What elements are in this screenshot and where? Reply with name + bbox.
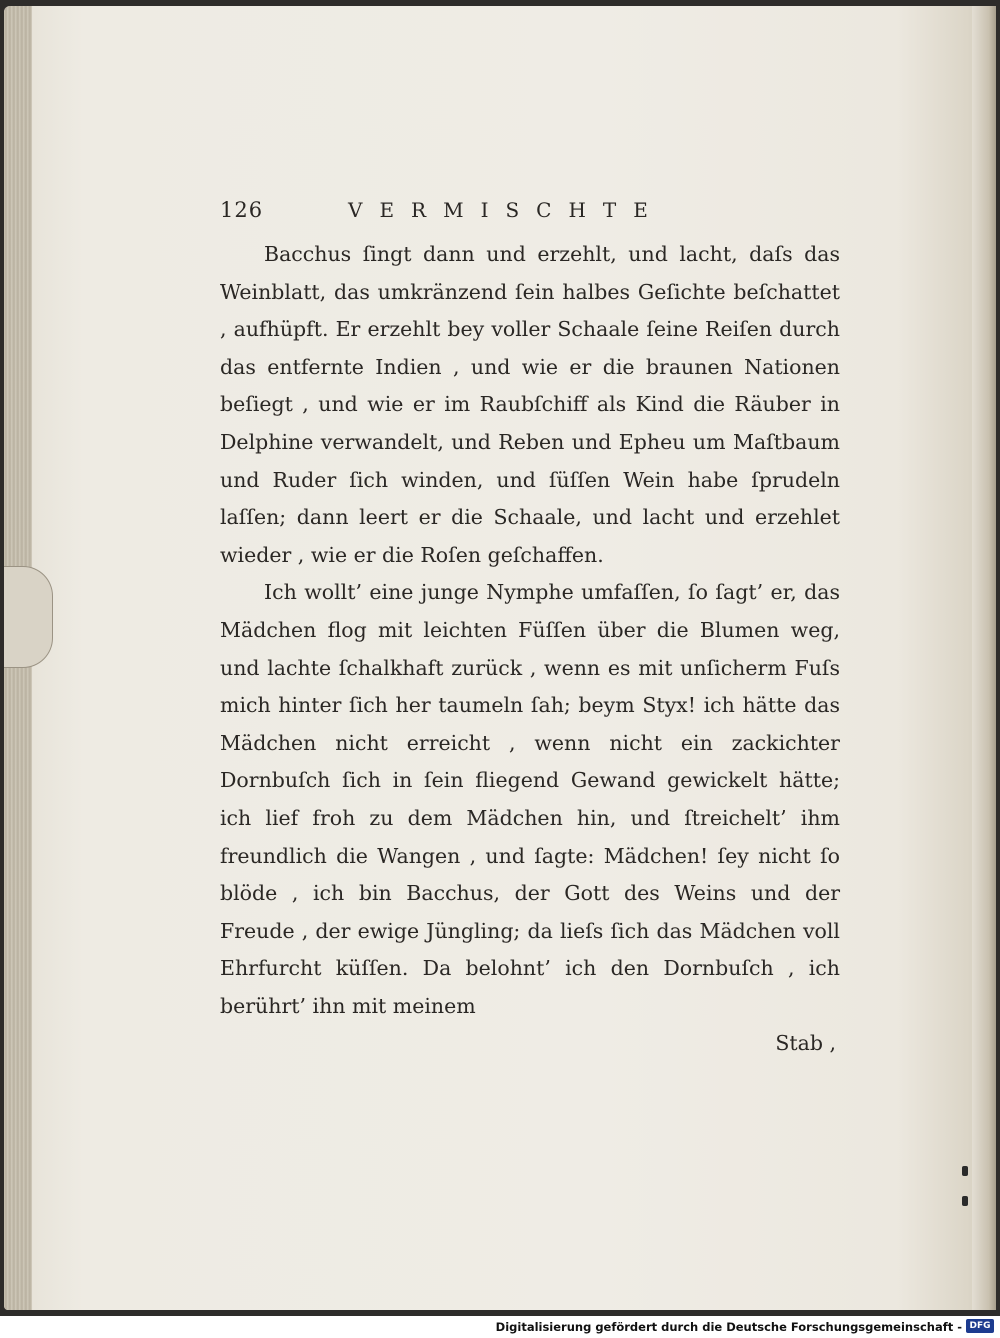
running-title: VERMISCHTE (348, 198, 665, 222)
binding-mark-icon (962, 1166, 968, 1176)
catchword: Stab , (775, 1031, 836, 1056)
dfg-logo: DFG (966, 1319, 994, 1333)
paper-sheet (4, 6, 996, 1310)
footer-bar (0, 1316, 1000, 1338)
paragraph: Ich wollt’ eine junge Nymphe umfaſſen, ſo ſagt’ er, das Mädchen flog mit leichten Füſſen über die Blumen weg, und lachte ſchalkhaft zurück , wenn es mit unſicherm Fuſs mich hinter ſich her taumeln ſah; beym Styx! ich hätte das Mädchen nicht erreicht , wenn nicht ein zackichter Dornbuſch ſich in ſein fliegend Gewand gewickelt hätte; ich lief froh zu dem Mädchen hin, und ſtreichelt’ ihm freundlich die Wangen , und ſagte: Mädchen! ſey nicht ſo blöde , ich bin Bacchus, der Gott des Weins und der Freude , der ewige Jüngling; da lieſs ſich das Mädchen voll Ehrfurcht küſſen. Da belohnt’ ich den Dornbuſch , ich berührt’ ihn mit meinem (220, 580, 840, 1018)
text-block (220, 198, 840, 1063)
page-header (220, 198, 840, 236)
paragraph: Bacchus ſingt dann und erzehlt, und lacht, daſs das Weinblatt, das umkränzend ſein halbes Geſichte beſchattet , aufhüpft. Er erzehlt bey voller Schaale ſeine Reiſen durch das entfernte Indien , und wie er die braunen Nationen beſiegt , und wie er im Raubſchiff als Kind die Räuber in Delphine verwandelt, und Reben und Epheu um Maſtbaum und Ruder ſich winden, und ſüſſen Wein habe ſprudeln laſſen; dann leert er die Schaale, und lacht und erzehlet wieder , wie er die Roſen geſchaffen. (220, 242, 840, 567)
page-number: 126 (220, 198, 264, 222)
binding-mark-icon (962, 1196, 968, 1206)
page-right-edge (972, 6, 996, 1310)
page-tab-marker (4, 566, 53, 668)
footer-credit: Digitalisierung gefördert durch die Deutsche Forschungsgemeinschaft - (495, 1320, 962, 1334)
